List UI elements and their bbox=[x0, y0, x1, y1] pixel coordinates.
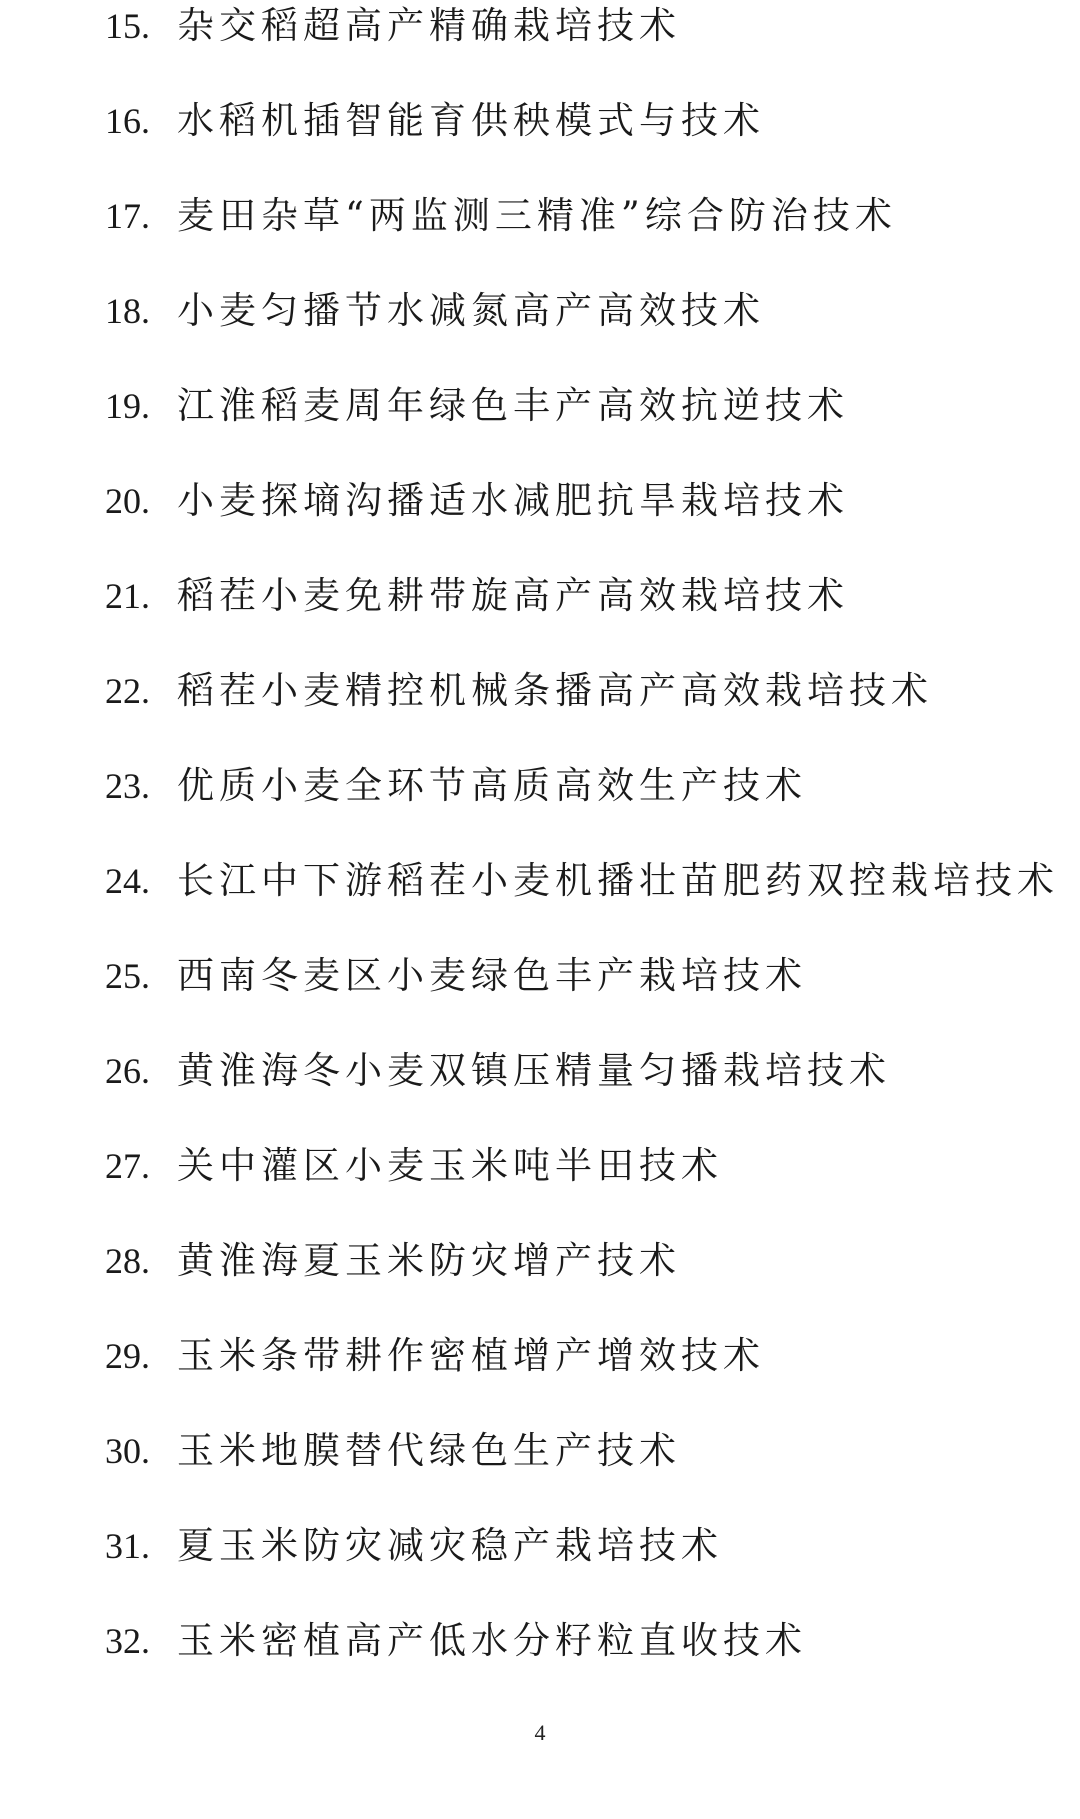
item-number: 16. bbox=[105, 101, 150, 141]
item-number: 27. bbox=[105, 1146, 150, 1186]
item-text: 小麦探墒沟播适水减肥抗旱栽培技术 bbox=[177, 479, 849, 522]
item-text: 黄淮海夏玉米防灾增产技术 bbox=[177, 1239, 681, 1282]
item-text: 江淮稻麦周年绿色丰产高效抗逆技术 bbox=[177, 384, 849, 427]
item-number: 22. bbox=[105, 671, 150, 711]
item-number: 15. bbox=[105, 6, 150, 46]
list-item-22 bbox=[0, 661, 1080, 721]
item-text: 小麦匀播节水减氮高产高效技术 bbox=[177, 289, 765, 332]
item-number: 29. bbox=[105, 1336, 150, 1376]
list-item-29 bbox=[0, 1326, 1080, 1386]
item-number: 32. bbox=[105, 1621, 150, 1661]
list-item-21 bbox=[0, 566, 1080, 626]
list-item-16 bbox=[0, 91, 1080, 151]
list-item-17 bbox=[0, 186, 1080, 246]
item-text: 水稻机插智能育供秧模式与技术 bbox=[177, 99, 765, 142]
item-number: 20. bbox=[105, 481, 150, 521]
item-text: 杂交稻超高产精确栽培技术 bbox=[177, 4, 681, 47]
item-number: 26. bbox=[105, 1051, 150, 1091]
item-text: 长江中下游稻茬小麦机播壮苗肥药双控栽培技术 bbox=[177, 859, 1059, 902]
item-number: 17. bbox=[105, 196, 150, 236]
list-item-18 bbox=[0, 281, 1080, 341]
item-text: 西南冬麦区小麦绿色丰产栽培技术 bbox=[177, 954, 807, 997]
item-number: 30. bbox=[105, 1431, 150, 1471]
item-number: 25. bbox=[105, 956, 150, 996]
item-number: 23. bbox=[105, 766, 150, 806]
list-item-20 bbox=[0, 471, 1080, 531]
item-text: 麦田杂草“两监测三精准”综合防治技术 bbox=[177, 194, 897, 237]
item-number: 21. bbox=[105, 576, 150, 616]
list-item-27 bbox=[0, 1136, 1080, 1196]
item-text: 玉米密植高产低水分籽粒直收技术 bbox=[177, 1619, 807, 1662]
list-item-26 bbox=[0, 1041, 1080, 1101]
page-number: 4 bbox=[534, 1720, 546, 1745]
item-number: 19. bbox=[105, 386, 150, 426]
list-item-30 bbox=[0, 1421, 1080, 1481]
list-item-31 bbox=[0, 1516, 1080, 1576]
item-number: 18. bbox=[105, 291, 150, 331]
item-text: 玉米地膜替代绿色生产技术 bbox=[177, 1429, 681, 1472]
item-text: 稻茬小麦精控机械条播高产高效栽培技术 bbox=[177, 669, 933, 712]
list-item-28 bbox=[0, 1231, 1080, 1291]
item-number: 28. bbox=[105, 1241, 150, 1281]
list-item-32 bbox=[0, 1611, 1080, 1671]
item-text: 关中灌区小麦玉米吨半田技术 bbox=[177, 1144, 723, 1187]
item-text: 玉米条带耕作密植增产增效技术 bbox=[177, 1334, 765, 1377]
list-item-24 bbox=[0, 851, 1080, 911]
item-number: 31. bbox=[105, 1526, 150, 1566]
item-text: 稻茬小麦免耕带旋高产高效栽培技术 bbox=[177, 574, 849, 617]
list-item-23 bbox=[0, 756, 1080, 816]
item-text: 夏玉米防灾减灾稳产栽培技术 bbox=[177, 1524, 723, 1567]
list-item-25 bbox=[0, 946, 1080, 1006]
item-text: 优质小麦全环节高质高效生产技术 bbox=[177, 764, 807, 807]
list-item-19 bbox=[0, 376, 1080, 436]
item-number: 24. bbox=[105, 861, 150, 901]
item-text: 黄淮海冬小麦双镇压精量匀播栽培技术 bbox=[177, 1049, 891, 1092]
list-item-15 bbox=[0, 0, 1080, 56]
